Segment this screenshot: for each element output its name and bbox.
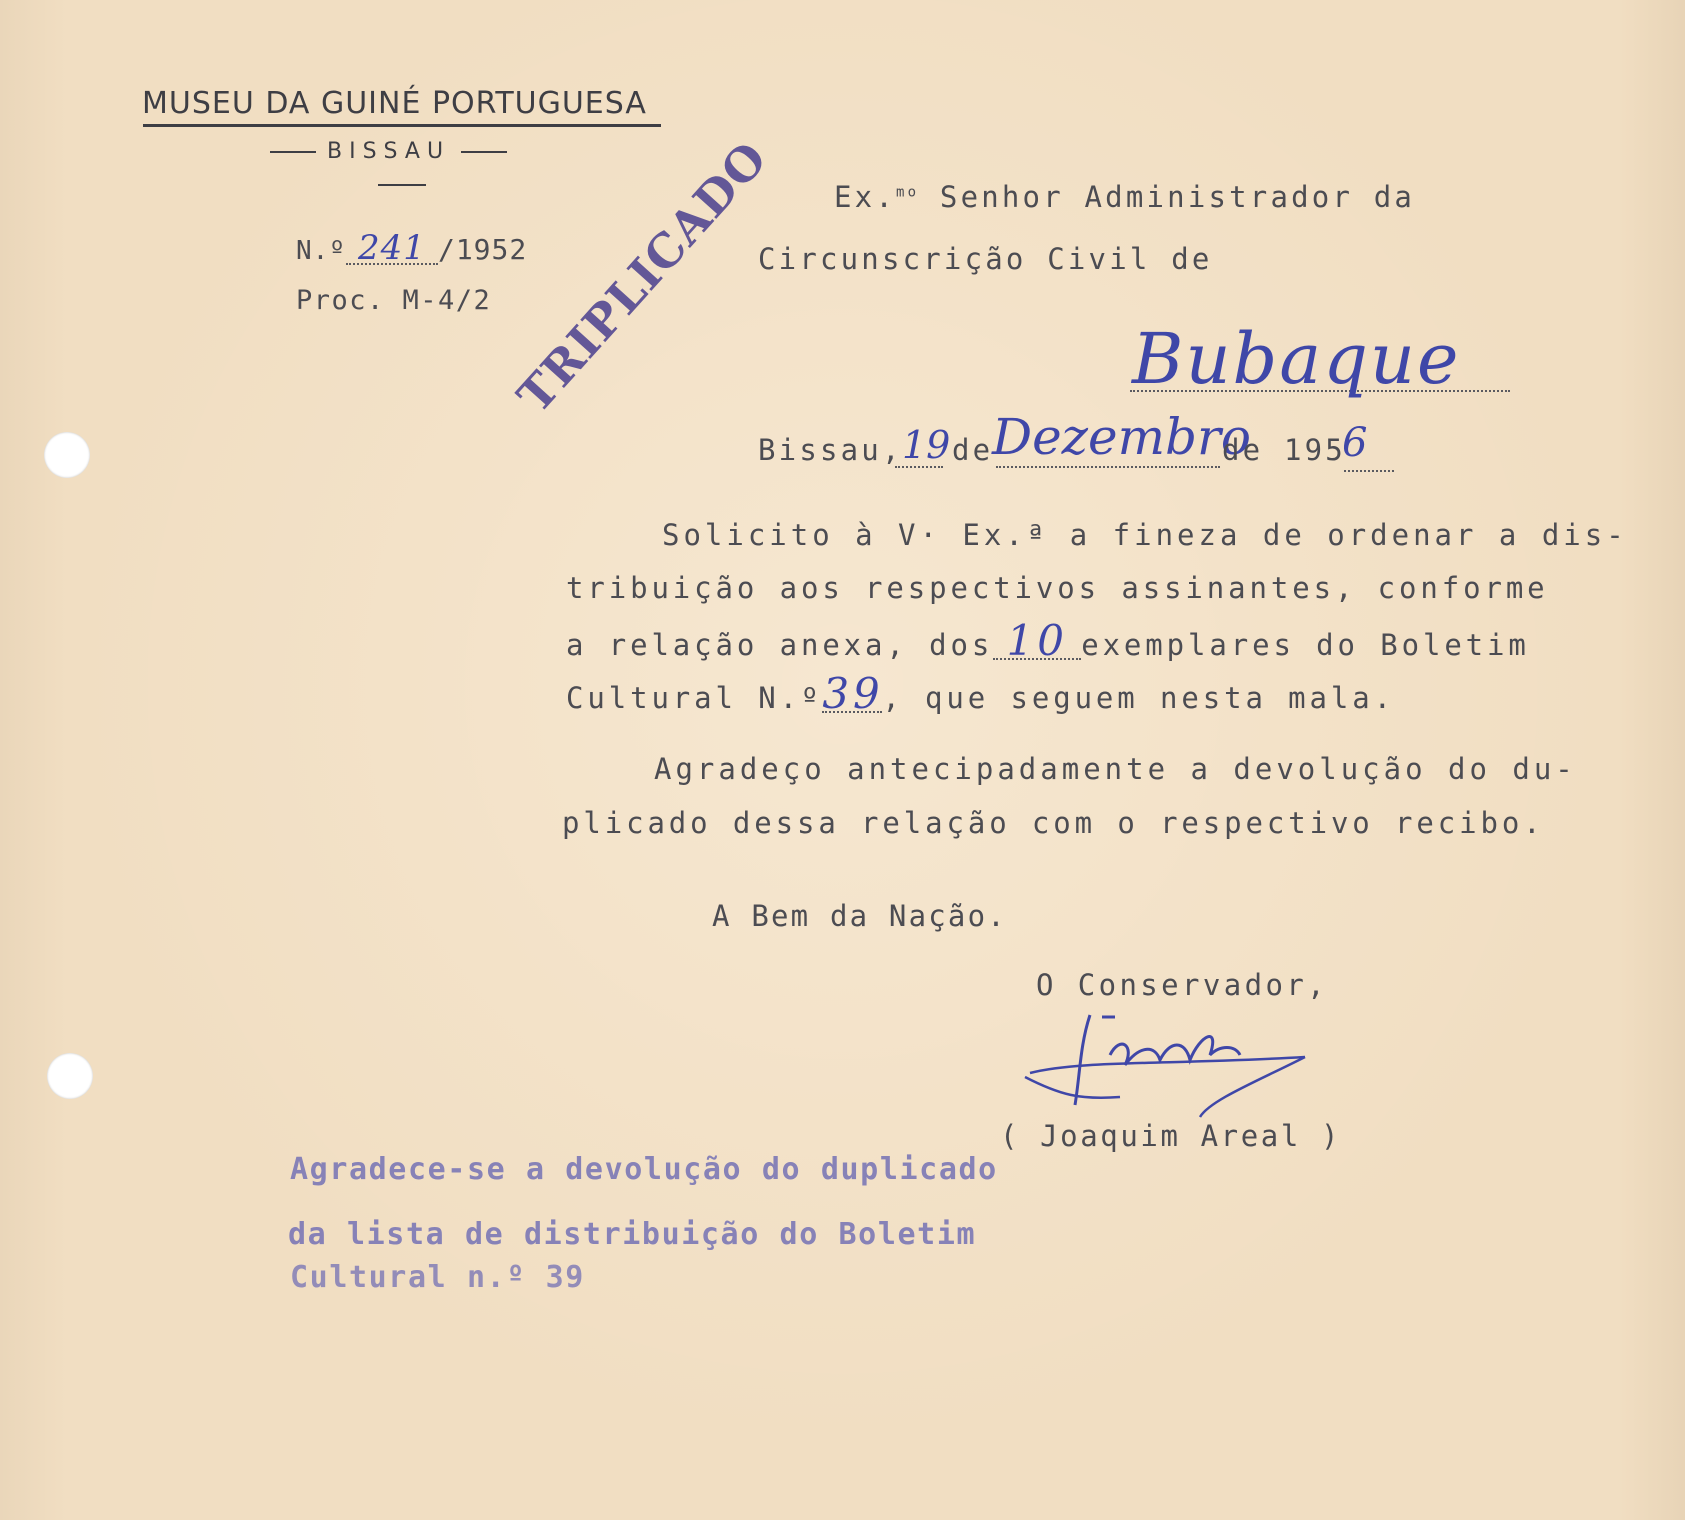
body-p1-line-4 <box>566 669 1395 718</box>
process-reference: Proc. M-4/2 <box>296 285 492 316</box>
date-year-digit: 6 <box>1342 420 1368 466</box>
reference-number <box>296 228 528 268</box>
city-label: BISSAU <box>327 139 451 164</box>
short-rule <box>378 184 426 186</box>
note-line-3: Cultural n.º 39 <box>290 1260 585 1295</box>
date-de-1: de <box>952 433 994 467</box>
date-day-dots <box>895 466 943 468</box>
note-line-3-cut <box>290 1260 585 1298</box>
place-handwritten: Bubaque <box>1132 318 1461 400</box>
number-handwritten: 241 <box>346 233 438 265</box>
closing-salutation: A Bem da Nação. <box>712 899 1007 933</box>
body-p1-line-4-b: , que seguem nesta mala. <box>882 681 1395 715</box>
body-p1-line-4-a: Cultural N.º <box>566 681 823 715</box>
closing-title: O Conservador, <box>1036 968 1329 1002</box>
addressee-line-2: Circunscrição Civil de <box>758 242 1213 276</box>
city-heading <box>270 139 507 164</box>
number-prefix: N.º <box>296 236 346 266</box>
triplicado-stamp: TRIPLICADO <box>506 130 778 424</box>
closing-signer: ( Joaquim Areal ) <box>1000 1119 1342 1153</box>
body-p1-line-3-a: a relação anexa, dos <box>566 628 994 662</box>
city-rule-right <box>461 151 507 153</box>
date-de-2: de 195 <box>1222 433 1346 467</box>
letterhead-rule <box>143 124 661 127</box>
number-year: /1952 <box>437 233 528 266</box>
boletim-number-handwritten: 39 <box>822 669 884 718</box>
date-day: 19 <box>902 423 951 467</box>
note-line-2: da lista de distribuição do Boletim <box>288 1217 977 1252</box>
addressee-line-1 <box>834 180 1415 214</box>
punch-hole-top <box>44 432 90 478</box>
copies-handwritten: 10 <box>993 624 1081 660</box>
body-p1-line-1: Solicito à V· Ex.ª a fineza de ordenar a dis- <box>662 518 1628 552</box>
body-p1-line-2: tribuição aos respectivos assinantes, conforme <box>566 571 1549 605</box>
addressee-ex: Ex.$^{mo}$ Senhor Administrador da <box>834 180 1416 214</box>
date-year-dots <box>1344 470 1394 472</box>
body-p1-line-3 <box>566 616 1530 665</box>
date-city: Bissau, <box>758 433 903 467</box>
date-month: Dezembro <box>992 408 1252 466</box>
city-rule-left <box>270 151 316 153</box>
body-p1-line-3-b: exemplares do Boletim <box>1081 628 1530 662</box>
punch-hole-bottom <box>47 1053 93 1099</box>
institution-name: MUSEU DA GUINÉ PORTUGUESA <box>142 86 647 121</box>
note-line-1: Agradece-se a devolução do duplicado <box>290 1152 998 1187</box>
date-month-dots <box>996 466 1220 468</box>
body-p2-line-1: Agradeço antecipadamente a devolução do du- <box>654 752 1577 786</box>
body-p2-line-2: plicado dessa relação com o respectivo recibo. <box>562 806 1545 840</box>
handwritten-signature <box>1020 1005 1320 1125</box>
